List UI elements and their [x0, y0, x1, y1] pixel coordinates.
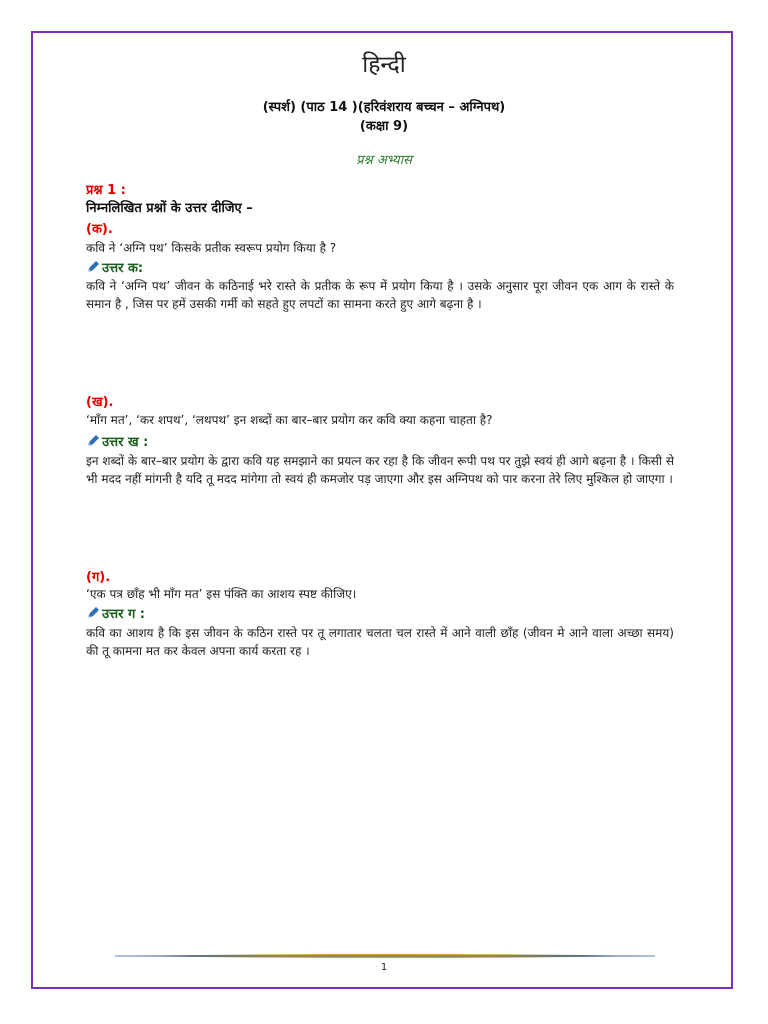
instruction: निम्नलिखित प्रश्नों के उत्तर दीजिए –	[86, 201, 253, 216]
footer-divider	[115, 953, 655, 959]
page-number: 1	[380, 962, 388, 973]
question-number: प्रश्न 1 :	[86, 183, 126, 198]
question-text-kha: ‘माँग मत’, ‘कर शपथ’, ‘लथपथ’ इन शब्दों का बार–बार प्रयोग कर कवि क्या कहना चाहता है?	[86, 413, 493, 427]
lesson-subtitle: (स्पर्श) (पाठ 14 )(हरिवंशराय बच्चन – अग्निपथ)	[262, 100, 506, 115]
question-label-kha: (ख).	[86, 395, 114, 410]
question-text-ka: कवि ने ‘अग्नि पथ’ किसके प्रतीक स्वरूप प्रयोग किया है ?	[86, 241, 337, 255]
pen-nib-icon	[86, 606, 100, 620]
answer-label-text: उत्तर ख :	[102, 435, 149, 450]
question-label-ka: (क).	[86, 222, 113, 237]
answer-label-text: उत्तर क:	[102, 261, 144, 276]
section-title: प्रश्न अभ्यास	[356, 153, 412, 168]
pen-nib-icon	[86, 260, 100, 274]
answer-label-kha	[86, 432, 148, 450]
page-border	[31, 31, 733, 989]
answer-label-text: उत्तर ग :	[102, 607, 145, 622]
answer-label-ka	[86, 258, 143, 276]
page-title: हिन्दी	[362, 52, 406, 78]
answer-text-kha: इन शब्दों के बार–बार प्रयोग के द्वारा कवि यह समझाने का प्रयत्न कर रहा है कि जीवन रूपी पथ पर तुझे स्वयं ही आगे बढ़ना है । किसी से भी मदद नहीं मांगनी है यदि तू मदद मांगेगा तो स्वयं ही कमजोर पड़ जाएगा और इस अग्निपथ को पार करना तेरे लिए मुश्किल हो जाएगा ।	[86, 454, 674, 486]
answer-label-ga	[86, 604, 145, 622]
question-text-ga: ‘एक पत्र छाँह भी माँग मत’ इस पंक्ति का आशय स्पष्ट कीजिए।	[86, 587, 357, 601]
answer-text-ga: कवि का आशय है कि इस जीवन के कठिन रास्ते पर तू लगातार चलता चल रास्ते में आने वाली छाँह (जीवन मे आने वाला अच्छा समय) की तू कामना मत कर केवल अपना कार्य करता रह ।	[86, 626, 674, 658]
class-label: (कक्षा 9)	[359, 119, 409, 134]
answer-text-ka: कवि ने ‘अग्नि पथ’ जीवन के कठिनाई भरे रास्ते के प्रतीक के रूप में प्रयोग किया है । उसके अनुसार पूरा जीवन एक आग के रास्ते के समान है , जिस पर हमें उसकी गर्मी को सहते हुए लपटों का सामना करते हुए आगे बढ़ना है ।	[86, 279, 674, 311]
pen-nib-icon	[86, 434, 100, 448]
question-label-ga: (ग).	[86, 570, 111, 585]
